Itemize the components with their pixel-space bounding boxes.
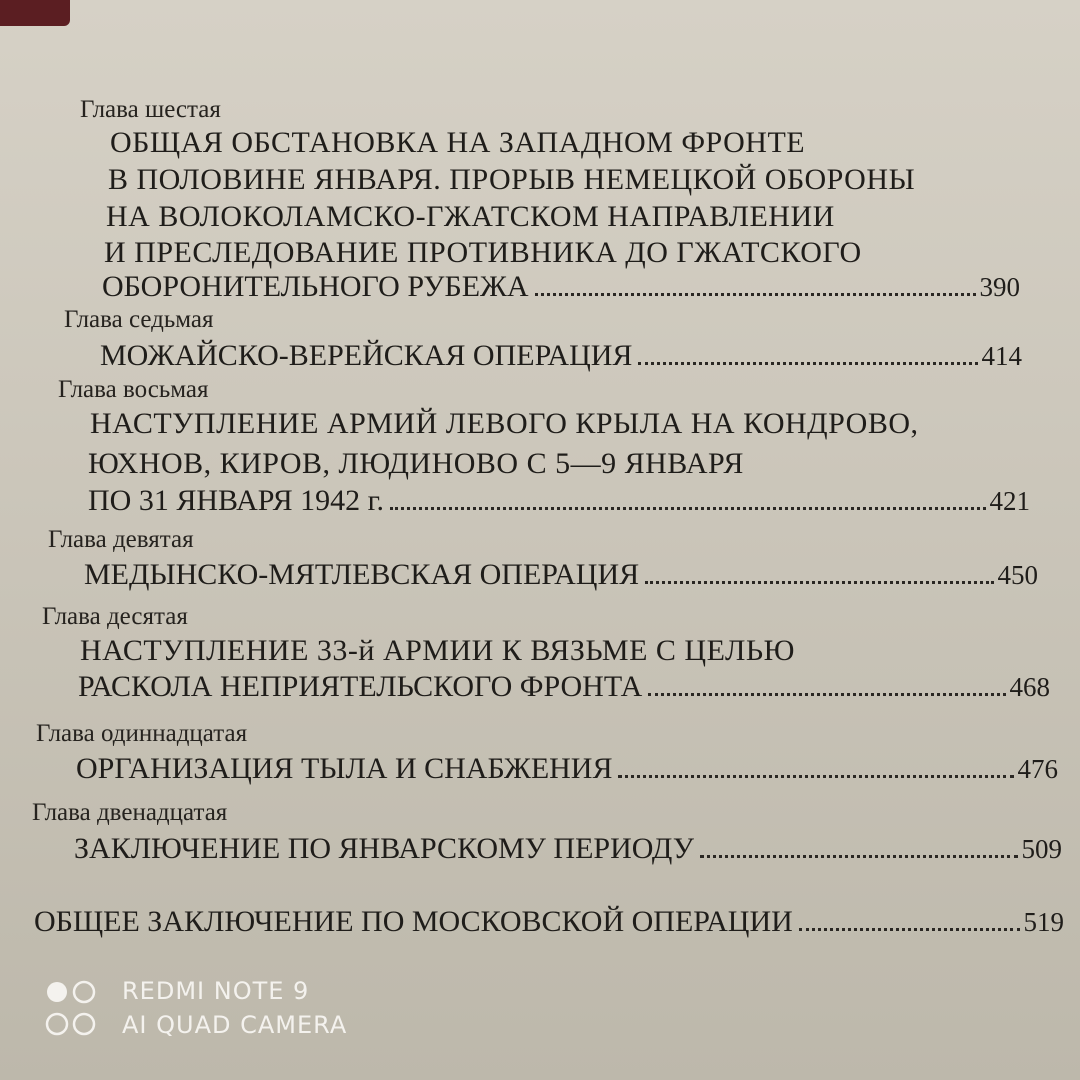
chapter-6-title-line-4: И ПРЕСЛЕДОВАНИЕ ПРОТИВНИКА ДО ГЖАТСКОГО	[104, 236, 862, 269]
dot-leader	[799, 928, 1020, 931]
final-conclusion-page-number: 519	[1023, 907, 1064, 937]
chapter-11-label: Глава одиннадцатая	[36, 720, 248, 747]
chapter-10-label: Глава десятая	[42, 603, 188, 630]
chapter-6-title-line-1: ОБЩАЯ ОБСТАНОВКА НА ЗАПАДНОМ ФРОНТЕ	[110, 126, 806, 159]
chapter-7-label: Глава седьмая	[64, 306, 214, 333]
chapter-12-toc-entry[interactable]	[74, 832, 1062, 866]
chapter-10-page-number: 468	[1009, 672, 1050, 702]
chapter-8-label: Глава восьмая	[58, 376, 209, 403]
dot-leader	[700, 855, 1018, 858]
chapter-11-page-number: 476	[1017, 754, 1058, 784]
chapter-11-title: ОРГАНИЗАЦИЯ ТЫЛА И СНАБЖЕНИЯ	[76, 752, 613, 785]
chapter-6-label: Глава шестая	[80, 96, 221, 123]
chapter-8-title-line-3: ПО 31 ЯНВАРЯ 1942 г.	[88, 484, 385, 517]
chapter-6-title-line-5: ОБОРОНИТЕЛЬНОГО РУБЕЖА	[102, 270, 529, 303]
final-conclusion-title: ОБЩЕЕ ЗАКЛЮЧЕНИЕ ПО МОСКОВСКОЙ ОПЕРАЦИИ	[34, 905, 793, 938]
chapter-12-page-number: 509	[1021, 834, 1062, 864]
chapter-10-toc-entry[interactable]	[78, 670, 1050, 704]
chapter-12-title: ЗАКЛЮЧЕНИЕ ПО ЯНВАРСКОМУ ПЕРИОДУ	[74, 832, 694, 865]
chapter-6-title-line-2: В ПОЛОВИНЕ ЯНВАРЯ. ПРОРЫВ НЕМЕЦКОЙ ОБОРОНЫ	[108, 163, 916, 196]
dot-leader	[535, 293, 976, 296]
chapter-10-title-line-2: РАСКОЛА НЕПРИЯТЕЛЬСКОГО ФРОНТА	[78, 670, 643, 703]
dot-leader	[390, 507, 985, 510]
chapter-9-toc-entry[interactable]	[84, 558, 1038, 592]
chapter-8-page-number: 421	[989, 486, 1030, 516]
chapter-9-title: МЕДЫНСКО-МЯТЛЕВСКАЯ ОПЕРАЦИЯ	[84, 558, 640, 591]
final-conclusion-toc-entry[interactable]	[34, 905, 1064, 939]
camera-lens-icon	[44, 1011, 104, 1037]
camera-watermark	[44, 975, 364, 1045]
chapter-8-title-line-2: ЮХНОВ, КИРОВ, ЛЮДИНОВО С 5—9 ЯНВАРЯ	[88, 447, 744, 480]
chapter-9-page-number: 450	[997, 560, 1038, 590]
watermark-camera: AI QUAD CAMERA	[122, 1011, 348, 1039]
camera-lens-icon	[44, 979, 104, 1005]
dot-leader	[618, 775, 1013, 778]
chapter-7-toc-entry[interactable]	[100, 339, 1022, 373]
chapter-7-page-number: 414	[981, 341, 1022, 371]
dot-leader	[638, 362, 977, 365]
chapter-8-title-line-1: НАСТУПЛЕНИЕ АРМИЙ ЛЕВОГО КРЫЛА НА КОНДРОВО,	[90, 407, 919, 440]
chapter-6-page-number: 390	[979, 272, 1020, 302]
chapter-7-title: МОЖАЙСКО-ВЕРЕЙСКАЯ ОПЕРАЦИЯ	[100, 339, 633, 372]
chapter-6-toc-entry[interactable]	[102, 270, 1020, 304]
chapter-6-title-line-3: НА ВОЛОКОЛАМСКО-ГЖАТСКОМ НАПРАВЛЕНИИ	[106, 200, 835, 233]
chapter-11-toc-entry[interactable]	[76, 752, 1058, 786]
chapter-12-label: Глава двенадцатая	[32, 799, 228, 826]
dot-leader	[645, 581, 993, 584]
watermark-model: REDMI NOTE 9	[122, 977, 310, 1005]
chapter-10-title-line-1: НАСТУПЛЕНИЕ 33-й АРМИИ К ВЯЗЬМЕ С ЦЕЛЬЮ	[80, 634, 795, 667]
dot-leader	[648, 693, 1005, 696]
chapter-8-toc-entry[interactable]	[88, 484, 1030, 518]
chapter-9-label: Глава девятая	[48, 526, 194, 553]
